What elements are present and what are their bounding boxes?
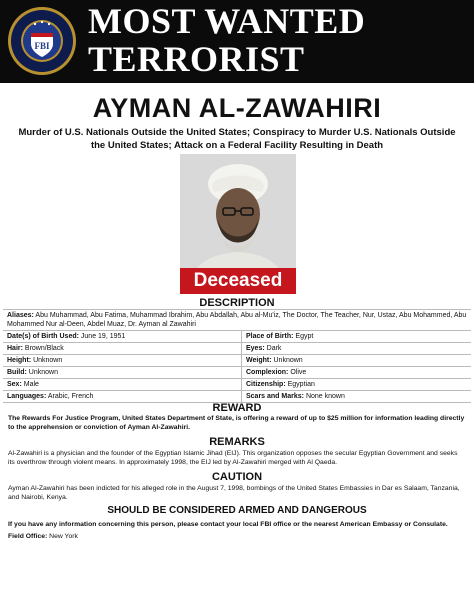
row-value: Brown/Black — [24, 345, 64, 352]
banner-line-1: MOST WANTED — [88, 1, 366, 41]
row-value: Unknown — [273, 357, 303, 364]
row-label: Hair: — [7, 345, 23, 352]
row-value: Egypt — [295, 333, 314, 340]
row-value: Egyptian — [287, 381, 315, 388]
reward-text: The Rewards For Justice Program, United States Department of State, is offering a reward of up to $25 million for information leading directly to the apprehension or conviction of Ayman Al-Zawahiri. — [8, 415, 465, 431]
fbi-seal-icon — [7, 6, 77, 76]
row-label: Weight: — [246, 357, 272, 364]
remarks-title: REMARKS — [209, 436, 265, 448]
row-label: Sex: — [7, 381, 22, 388]
banner-title — [88, 2, 365, 78]
row-label: Build: — [7, 369, 27, 376]
table-row — [3, 343, 471, 355]
row-label: Languages: — [7, 393, 47, 400]
reward-title: REWARD — [212, 402, 262, 414]
row-value: June 19, 1951 — [80, 333, 126, 340]
caution-title: CAUTION — [211, 471, 263, 483]
row-label: Eyes: — [246, 345, 265, 352]
row-value: Unknown — [28, 369, 58, 376]
charges-text: Murder of U.S. Nationals Outside the United States; Conspiracy to Murder U.S. Nationals Outside the United States; Attack on a Federal Facility Resulting in Death — [18, 127, 456, 151]
header-banner — [0, 0, 474, 83]
table-row — [3, 355, 471, 367]
table-row — [3, 379, 471, 391]
remarks-text: Al-Zawahiri is a physician and the founder of the Egyptian Islamic Jihad (EIJ). This organization opposes the secular Egyptian Government and seeks its overthrow through violent means. In approximately 1998, the EIJ led by Al-Zawahiri merged with Al Qaeda. — [8, 450, 458, 466]
field-office-value: New York — [49, 533, 78, 540]
row-value: Olive — [290, 369, 307, 376]
description-title: DESCRIPTION — [199, 297, 275, 309]
row-label: Complexion: — [246, 369, 289, 376]
table-row — [3, 367, 471, 379]
description-table — [3, 309, 471, 403]
row-value: Dark — [266, 345, 282, 352]
row-value: Male — [23, 381, 39, 388]
row-label: Scars and Marks: — [246, 393, 304, 400]
aliases-row — [3, 310, 471, 331]
row-label: Height: — [7, 357, 32, 364]
row-value: Unknown — [33, 357, 63, 364]
contact-text: If you have any information concerning this person, please contact your local FBI office or the nearest American Embassy or Consulate. — [8, 521, 448, 528]
armed-dangerous-warning: SHOULD BE CONSIDERED ARMED AND DANGEROUS — [107, 505, 367, 516]
table-row — [3, 331, 471, 343]
aliases-value: Abu Muhammad, Abu Fatima, Muhammad Ibrahim, Abu Abdallah, Abu al-Mu'iz, The Doctor, The Teacher, Nur, Ustaz, Abu Mohammed, Abu Mohammed Nur al-Deen, Abdel Muaz, Dr. Ayman al Zawahiri — [7, 312, 467, 328]
row-value: None known — [305, 393, 345, 400]
row-label: Date(s) of Birth Used: — [7, 333, 79, 340]
banner-line-2: TERRORIST — [88, 39, 305, 79]
row-value: Arabic, French — [47, 393, 94, 400]
seal-letters: FBI — [34, 41, 50, 51]
row-label: Place of Birth: — [246, 333, 294, 340]
deceased-banner: Deceased — [180, 268, 296, 294]
aliases-label: Aliases: — [7, 312, 34, 319]
field-office — [8, 533, 466, 542]
row-label: Citizenship: — [246, 381, 286, 388]
field-office-label: Field Office: — [8, 533, 48, 540]
caution-text: Ayman Al-Zawahiri has been indicted for his alleged role in the August 7, 1998, bombings of the United States Embassies in Dar es Salaam, Tanzania, and Nairobi, Kenya. — [8, 485, 460, 501]
subject-name: AYMAN AL-ZAWAHIRI — [92, 93, 382, 123]
